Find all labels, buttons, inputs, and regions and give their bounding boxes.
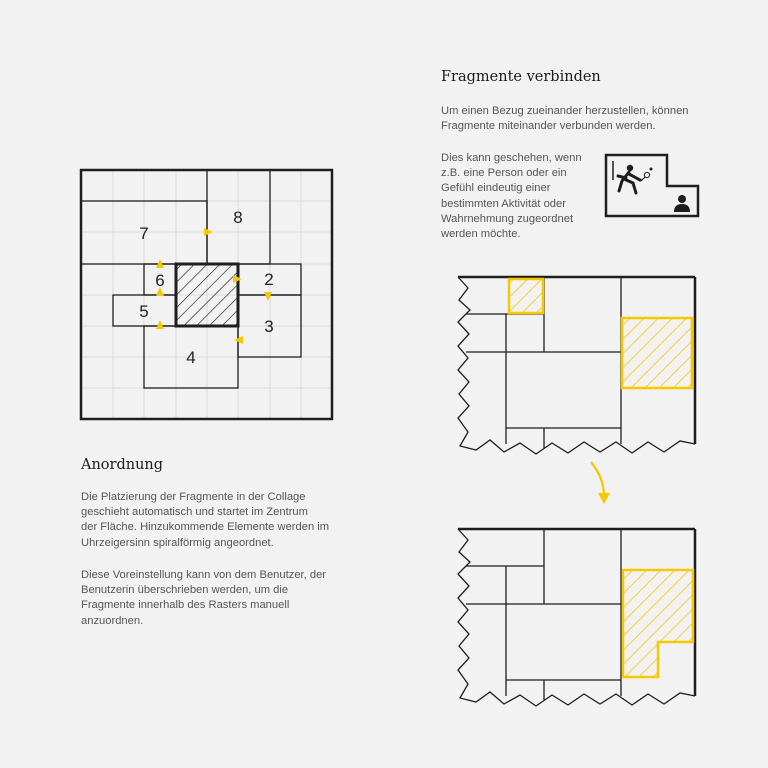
fragment-number: 6 [155, 271, 165, 290]
fragment-number: 3 [264, 317, 274, 336]
fragment-number: 7 [139, 224, 149, 243]
fragment-number: 4 [186, 348, 196, 367]
fragment-number: 8 [233, 208, 243, 227]
fragment-number: 5 [139, 302, 149, 321]
connect-title: Fragmente verbinden [441, 69, 601, 85]
arrangement-paragraph-2: Diese Voreinstellung kann von dem Benutzer, der Benutzerin überschrieben werden, um die Fragmente innerhalb des Rasters manuell anzuordnen. [81, 569, 327, 627]
arrangement-title: Anordnung [81, 457, 164, 473]
connected-fragment [623, 570, 693, 677]
connect-paragraph-2: Dies kann geschehen, wenn z.B. eine Person oder ein Gefühl eindeutig einer bestimmten Aktivität oder Wahrnehmung zugeordnet werden möchte. [441, 152, 582, 241]
fragment-number: 2 [264, 270, 274, 289]
arrangement-paragraph-1: Die Platzierung der Fragmente in der Collage geschieht automatisch und startet im Zentrum der Fläche. Hinzukommende Elemente werden im Uhrzeigersinn spiralförmig angeordnet. [81, 491, 330, 549]
connect-paragraph-1: Um einen Bezug zueinander herzustellen, können Fragmente miteinander verbunden werden. [441, 105, 689, 133]
